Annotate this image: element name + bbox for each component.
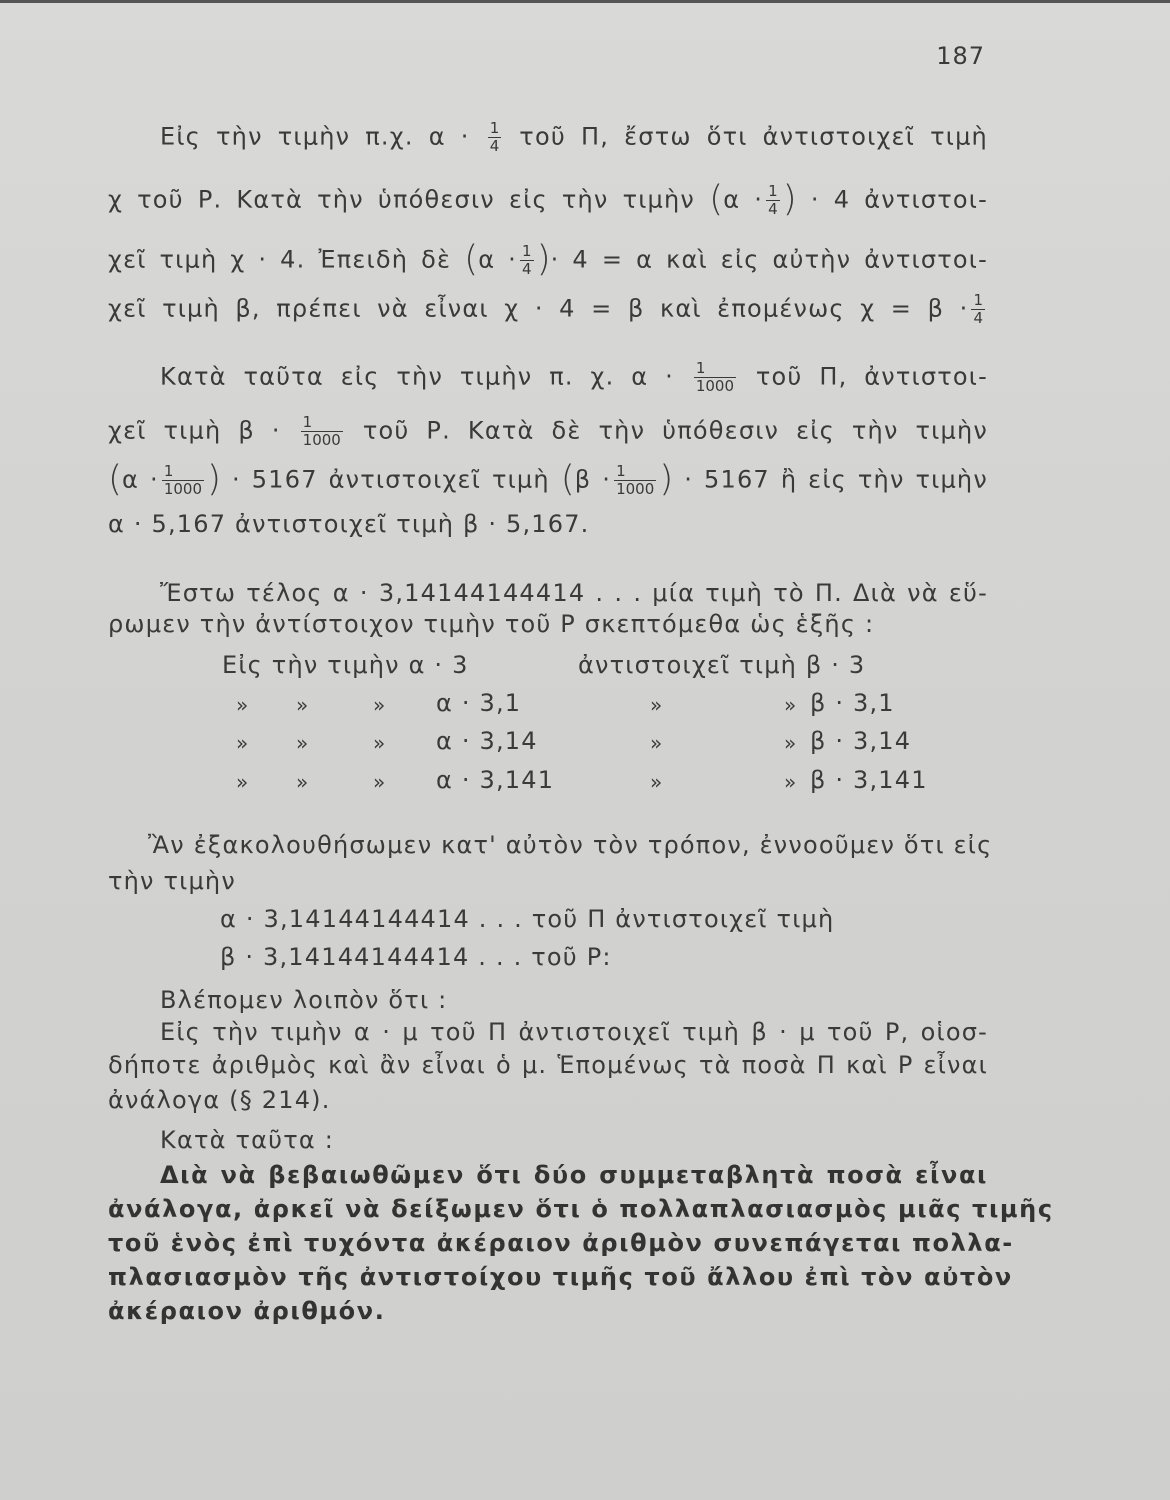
top-edge-line <box>0 0 1170 3</box>
ditto-mark: » <box>373 770 386 794</box>
rule-line-1: Διὰ νὰ βεβαιωθῶμεν ὅτι δύο συμμεταβλητὰ ποσὰ εἶναι <box>160 1161 988 1189</box>
ditto-mark: » <box>236 770 249 794</box>
paragraph-2-line-4: α · 5,167 ἀντιστοιχεῖ τιμὴ β · 5,167. <box>108 510 590 538</box>
paragraph-3-line-2: ρωμεν τὴν ἀντίστοιχον τιμὴν τοῦ Ρ σκεπτόμεθα ὡς ἑξῆς : <box>108 610 875 638</box>
paragraph-1-line-1: Εἰς τὴν τιμὴν π.χ. α · $\frac{1}{4}$ τοῦ Π, ἔστω ὅτι ἀντιστοιχεῖ τιμὴ <box>160 119 988 155</box>
table-row-4-beta: β · 3,141 <box>810 766 928 794</box>
table-row-2-beta: β · 3,1 <box>810 689 895 717</box>
ditto-mark: » <box>784 770 797 794</box>
paragraph-2-line-3: (α · $\frac{1}{1000}$ ) · 5167 ἀντιστοιχεῖ τιμὴ (β · $\frac{1}{1000}$ ) · 5167 ἢ εἰς τὴν τιμὴν <box>108 458 988 500</box>
paragraph-5-line-4: ἀνάλογα (§ 214). <box>108 1086 331 1114</box>
ditto-mark: » <box>650 770 663 794</box>
rule-line-2: ἀνάλογα, ἀρκεῖ νὰ δείξωμεν ὅτι ὁ πολλαπλασιασμὸς μιᾶς τιμῆς <box>108 1195 1054 1223</box>
ditto-mark: » <box>373 693 386 717</box>
paragraph-5-line-2: Εἰς τὴν τιμὴν α · μ τοῦ Π ἀντιστοιχεῖ τιμὴ β · μ τοῦ Ρ, οἱοσ- <box>160 1018 988 1046</box>
table-row-3-beta: β · 3,14 <box>810 727 912 755</box>
ditto-mark: » <box>236 693 249 717</box>
rule-line-5: ἀκέραιον ἀριθμόν. <box>108 1297 386 1325</box>
ditto-mark: » <box>650 731 663 755</box>
paragraph-2-line-2: χεῖ τιμὴ β · $\frac{1}{1000}$ τοῦ Ρ. Κατὰ δὲ τὴν ὑπόθεσιν εἰς τὴν τιμὴν <box>108 413 988 449</box>
paragraph-4-line-1: Ἂν ἐξακολουθήσωμεν κατ' αὐτὸν τὸν τρόπον, ἐννοοῦμεν ὅτι εἰς <box>148 831 993 859</box>
rule-line-4: πλασιασμὸν τῆς ἀντιστοίχου τιμῆς τοῦ ἄλλου ἐπὶ τὸν αὐτὸν <box>108 1263 1013 1291</box>
paragraph-5-line-5: Κατὰ ταῦτα : <box>160 1126 334 1154</box>
ditto-mark: » <box>296 693 309 717</box>
paragraph-2-line-1: Κατὰ ταῦτα εἰς τὴν τιμὴν π. χ. α · $\frac{1}{1000}$ τοῦ Π, ἀντιστοι- <box>160 359 988 395</box>
paragraph-4-line-2: τὴν τιμὴν <box>108 867 236 895</box>
paragraph-4-line-3: α · 3,14144144414 . . . τοῦ Π ἀντιστοιχεῖ τιμὴ <box>220 905 835 933</box>
table-row-1-left: Εἰς τὴν τιμὴν α · 3 <box>222 651 469 679</box>
ditto-mark: » <box>236 731 249 755</box>
paragraph-3-line-1: Ἔστω τέλος α · 3,14144144414 . . . μία τιμὴ τὸ Π. Διὰ νὰ εὕ- <box>160 579 988 607</box>
paragraph-1-line-2: χ τοῦ Ρ. Κατὰ τὴν ὑπόθεσιν εἰς τὴν τιμὴν (α · $\frac{1}{4}$ ) · 4 ἀντιστοι- <box>108 178 988 220</box>
paragraph-1-line-4: χεῖ τιμὴ β, πρέπει νὰ εἶναι χ · 4 = β καὶ ἐπομένως χ = β · $\frac{1}{4}$ <box>108 291 983 327</box>
table-row-3-alpha: α · 3,14 <box>436 727 538 755</box>
ditto-mark: » <box>373 731 386 755</box>
ditto-mark: » <box>784 693 797 717</box>
table-row-1-right: ἀντιστοιχεῖ τιμὴ β · 3 <box>578 651 866 679</box>
rule-line-3: τοῦ ἑνὸς ἐπὶ τυχόντα ἀκέραιον ἀριθμὸν συνεπάγεται πολλα- <box>108 1229 1014 1257</box>
paragraph-4-line-4: β · 3,14144144414 . . . τοῦ Ρ: <box>220 943 612 971</box>
page-number: 187 <box>936 42 985 70</box>
ditto-mark: » <box>650 693 663 717</box>
ditto-mark: » <box>296 731 309 755</box>
table-row-2-alpha: α · 3,1 <box>436 689 522 717</box>
fraction-one-quarter: $\frac{1}{4}$ <box>489 119 500 155</box>
table-row-4-alpha: α · 3,141 <box>436 766 555 794</box>
ditto-mark: » <box>296 770 309 794</box>
paragraph-5-line-1: Βλέπομεν λοιπὸν ὅτι : <box>160 986 448 1014</box>
ditto-mark: » <box>784 731 797 755</box>
paragraph-5-line-3: δήποτε ἀριθμὸς καὶ ἂν εἶναι ὁ μ. Ἑπομένως τὰ ποσὰ Π καὶ Ρ εἶναι <box>108 1051 988 1079</box>
paragraph-1-line-3: χεῖ τιμὴ χ · 4. Ἐπειδὴ δὲ (α · $\frac{1}{4}$ )· 4 = α καὶ εἰς αὐτὴν ἀντιστοι- <box>108 238 988 280</box>
